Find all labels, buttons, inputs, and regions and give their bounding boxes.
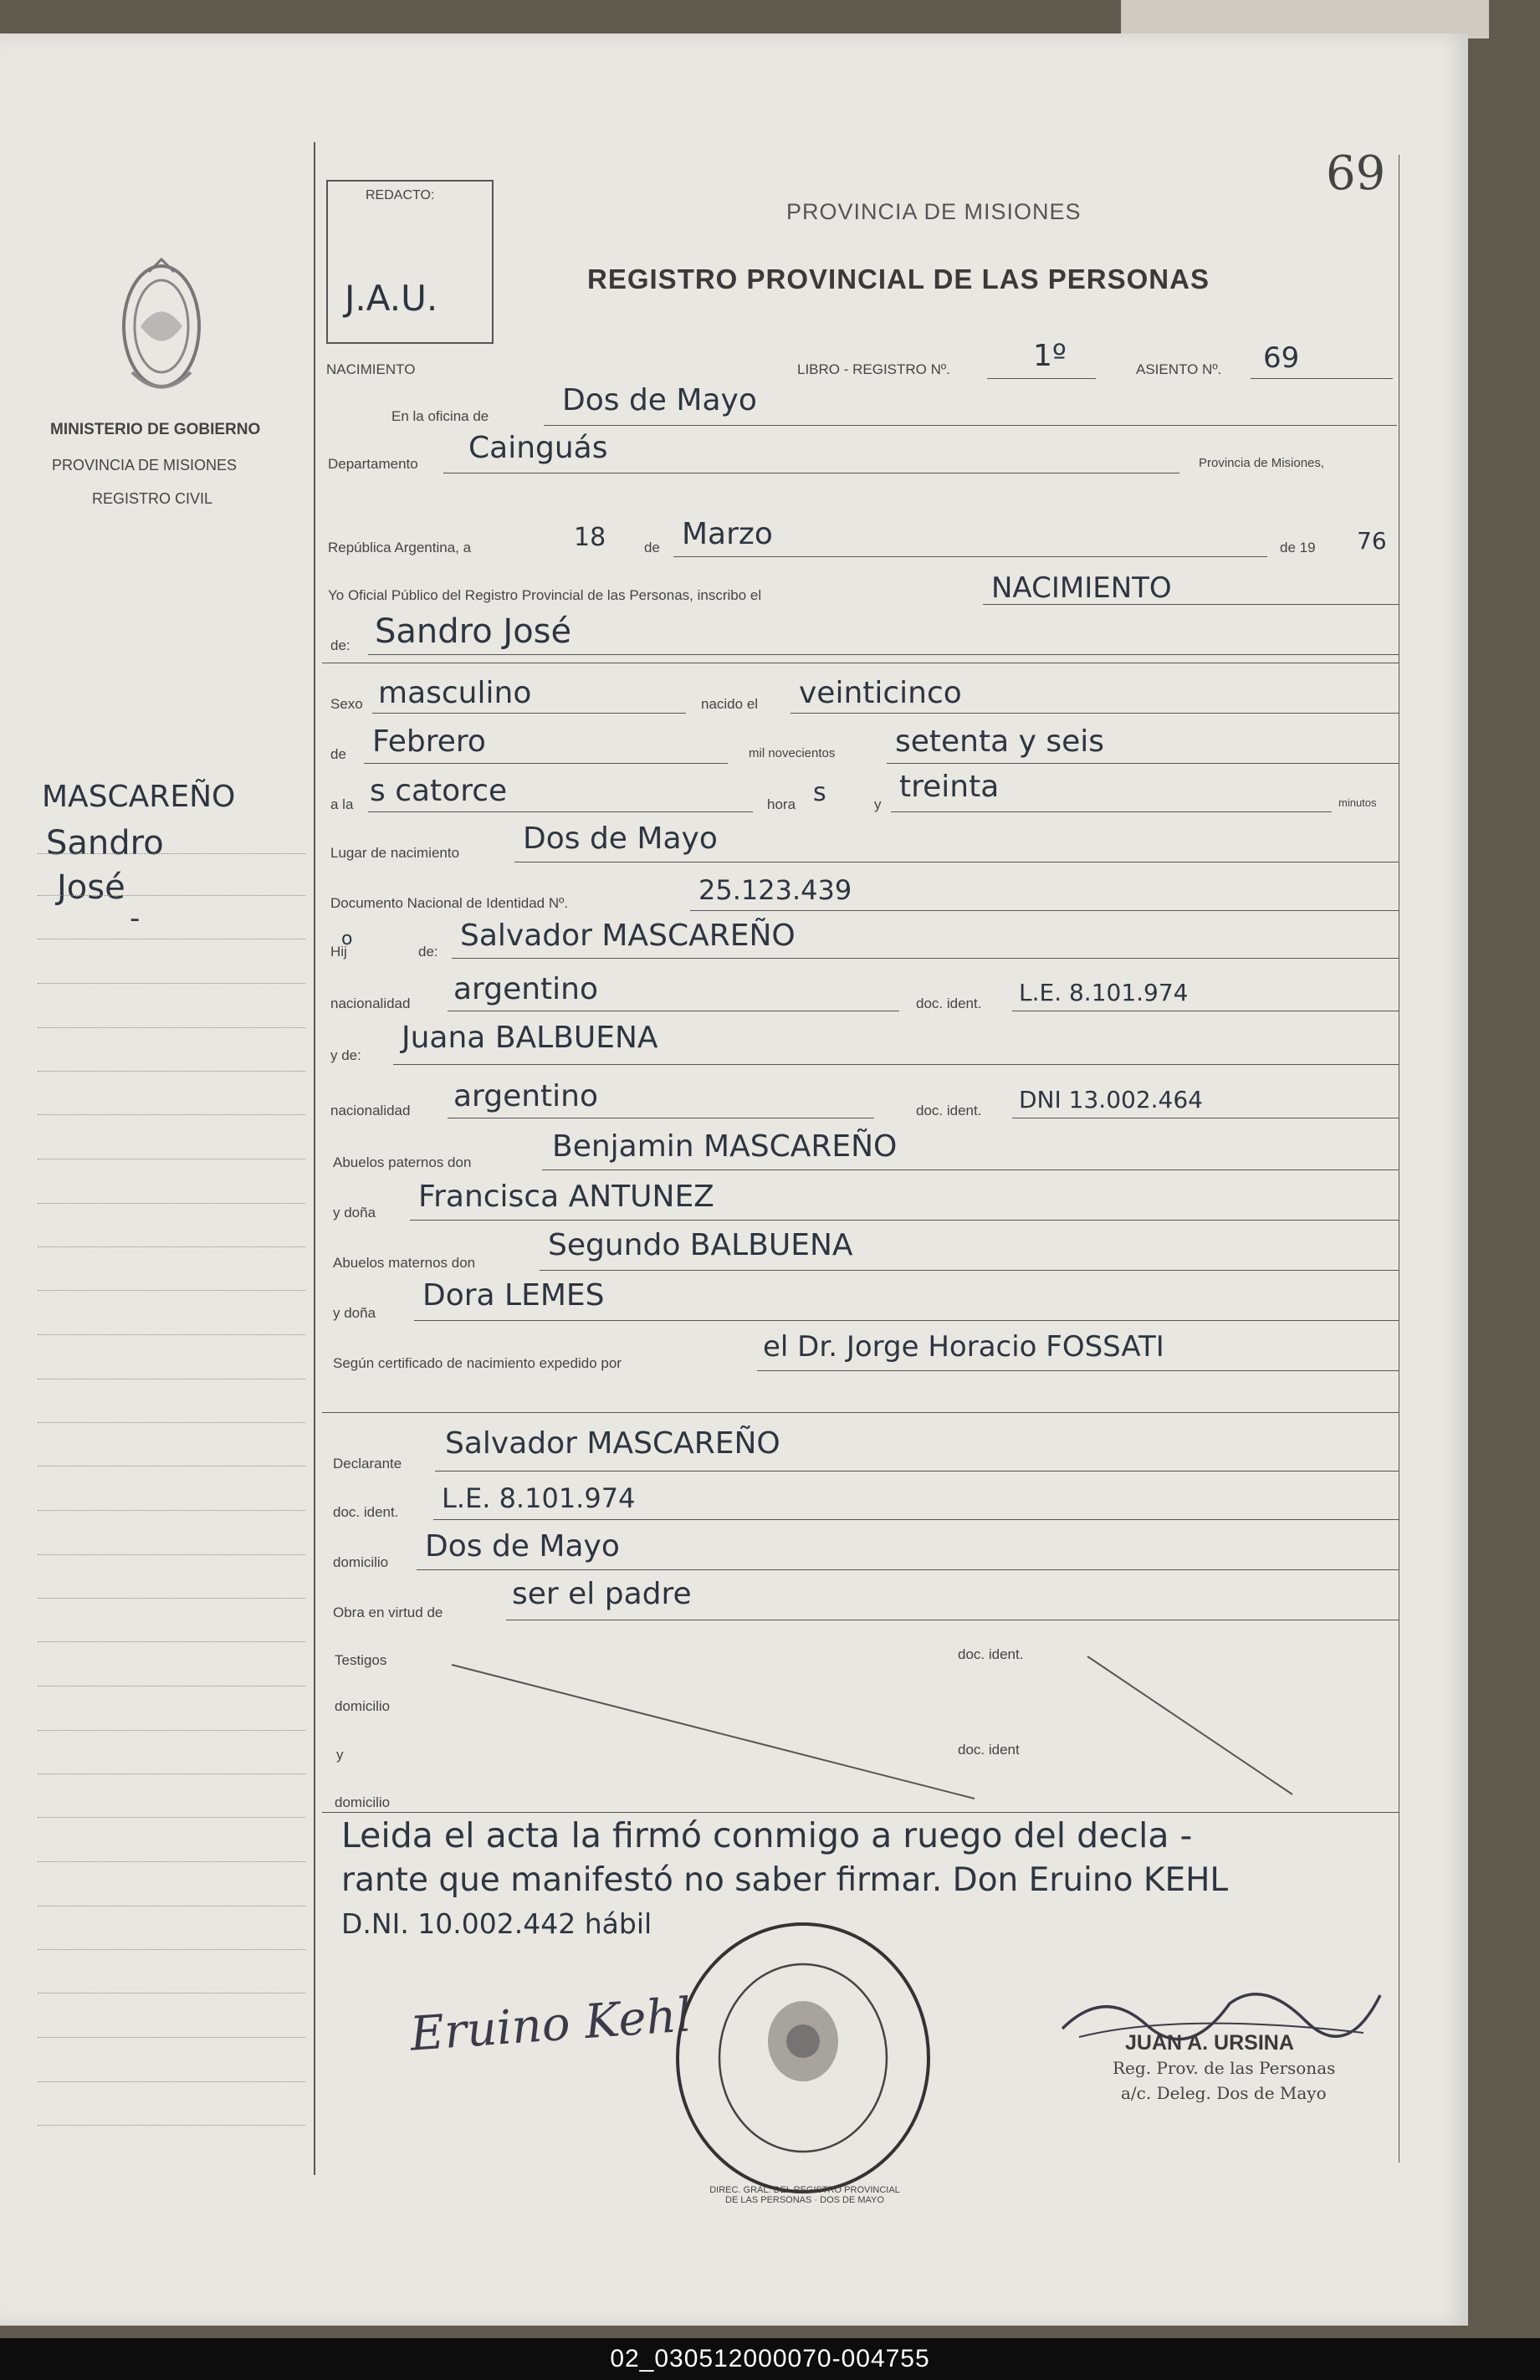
oficial-text: Yo Oficial Público del Registro Provincial de las Personas, inscribo el bbox=[328, 587, 762, 603]
y-label: y bbox=[874, 796, 882, 812]
closing-line3: D.NI. 10.002.442 hábil bbox=[341, 1907, 652, 1940]
hora-value: s catorce bbox=[370, 774, 508, 808]
redacto-label: REDACTO: bbox=[366, 188, 435, 202]
margin-rule bbox=[38, 2081, 305, 2082]
dni-line bbox=[690, 910, 1399, 911]
year-value: 76 bbox=[1357, 527, 1387, 555]
margin-dash: - bbox=[130, 902, 141, 935]
testigo1-dom-label: domicilio bbox=[335, 1698, 391, 1714]
ydona2-label: y doña bbox=[333, 1305, 376, 1321]
obra-label: Obra en virtud de bbox=[333, 1605, 443, 1620]
oficina-label: En la oficina de bbox=[391, 408, 489, 424]
de-nombre-label: de: bbox=[330, 637, 350, 653]
doc1-label: doc. ident. bbox=[916, 996, 982, 1011]
dona2-value: Dora LEMES bbox=[422, 1278, 605, 1313]
ydona1-label: y doña bbox=[333, 1205, 376, 1221]
mil-label: mil novecientos bbox=[749, 746, 836, 760]
declarante-doc-line bbox=[433, 1519, 1399, 1520]
inscribo-line bbox=[983, 604, 1399, 605]
registry-stamp-icon bbox=[669, 1916, 937, 2200]
declarante-value: Salvador MASCAREÑO bbox=[445, 1426, 780, 1461]
margin-rule bbox=[38, 983, 305, 984]
margin-rule bbox=[38, 1861, 305, 1862]
testigos-label: Testigos bbox=[335, 1652, 387, 1668]
declarante-doc-value: L.E. 8.101.974 bbox=[442, 1482, 636, 1514]
abp-value: Benjamin MASCAREÑO bbox=[552, 1129, 898, 1164]
madre-value: Juana BALBUENA bbox=[402, 1021, 658, 1055]
provincia-suffix: Provincia de Misiones, bbox=[1199, 456, 1325, 470]
hijo-label: Hij bbox=[330, 944, 347, 960]
nac2-value: argentino bbox=[453, 1079, 599, 1113]
anio-value: setenta y seis bbox=[895, 724, 1105, 759]
cert-line bbox=[757, 1370, 1399, 1371]
dona1-value: Francisca ANTUNEZ bbox=[418, 1180, 714, 1214]
ministry-line3: REGISTRO CIVIL bbox=[92, 490, 213, 507]
coat-of-arms-icon bbox=[107, 247, 216, 406]
month-value: Marzo bbox=[682, 517, 773, 551]
nacido-line bbox=[790, 713, 1399, 714]
de-label: de bbox=[644, 540, 660, 555]
testigo2-dom-label: domicilio bbox=[335, 1794, 391, 1810]
libro-label: LIBRO - REGISTRO Nº. bbox=[797, 361, 950, 377]
madre-line bbox=[393, 1064, 1399, 1065]
registry-title: REGISTRO PROVINCIAL DE LAS PERSONAS bbox=[587, 264, 1210, 294]
margin-rule bbox=[38, 1246, 305, 1247]
minutos-label: minutos bbox=[1338, 796, 1377, 809]
document-page bbox=[0, 33, 1468, 2326]
abp-label: Abuelos paternos don bbox=[333, 1154, 472, 1170]
stamp-text: DIREC. GRAL. DEL REGISTRO PROVINCIAL DE LAS PERSONAS · DOS DE MAYO bbox=[709, 2185, 900, 2205]
margin-rule bbox=[38, 1949, 305, 1950]
margin-rule bbox=[38, 895, 305, 896]
redacto-box bbox=[326, 180, 494, 344]
nac1-label: nacionalidad bbox=[330, 996, 411, 1011]
hijo-o: o bbox=[341, 929, 353, 949]
doc1-value: L.E. 8.101.974 bbox=[1019, 979, 1189, 1006]
year-prefix: de 19 bbox=[1280, 540, 1316, 555]
margin-rule bbox=[38, 1598, 305, 1599]
sexo-line bbox=[372, 713, 686, 714]
closing-line1: Leida el acta la firmó conmigo a ruego del decla - bbox=[341, 1815, 1193, 1855]
testigo-y-label: y bbox=[336, 1747, 344, 1763]
declarante-dom-value: Dos de Mayo bbox=[425, 1529, 620, 1564]
libro-line bbox=[987, 378, 1096, 379]
declarante-label: Declarante bbox=[333, 1456, 402, 1472]
dni-label: Documento Nacional de Identidad Nº. bbox=[330, 895, 569, 911]
margin-rule bbox=[38, 1203, 305, 1204]
minutos-line bbox=[891, 811, 1332, 812]
yde-label: y de: bbox=[330, 1047, 361, 1063]
sexo-label: Sexo bbox=[330, 696, 363, 712]
horas-label: hora bbox=[767, 796, 796, 812]
cert-label: Según certificado de nacimiento expedido por bbox=[333, 1355, 622, 1371]
margin-rule bbox=[38, 1510, 305, 1511]
margin-rule bbox=[38, 1334, 305, 1335]
official-role1: Reg. Prov. de las Personas bbox=[1113, 2058, 1336, 2078]
mes-value: Febrero bbox=[372, 724, 486, 759]
testigo2-doc-label: doc. ident bbox=[958, 1742, 1020, 1758]
dona2-line bbox=[414, 1320, 1399, 1321]
departamento-label: Departamento bbox=[328, 456, 418, 472]
republica-label: República Argentina, a bbox=[328, 540, 472, 555]
margin-rule bbox=[38, 1773, 305, 1774]
ministry-line1: MINISTERIO DE GOBIERNO bbox=[50, 421, 261, 438]
dni-value: 25.123.439 bbox=[698, 874, 852, 906]
margin-rule bbox=[38, 1730, 305, 1731]
a-las-label: a la bbox=[330, 796, 354, 812]
margin-rule bbox=[38, 1290, 305, 1291]
file-id-bar bbox=[0, 2338, 1540, 2380]
asiento-value: 69 bbox=[1263, 341, 1300, 375]
nombre-value: Sandro José bbox=[375, 612, 572, 651]
lugar-value: Dos de Mayo bbox=[523, 821, 718, 856]
form-left-border bbox=[314, 142, 315, 2175]
nacido-value: veinticinco bbox=[799, 676, 962, 710]
inscribo-value: NACIMIENTO bbox=[991, 571, 1172, 605]
declarant-signature: Eruino Kehl bbox=[408, 1988, 693, 2062]
nac1-value: argentino bbox=[453, 972, 599, 1006]
sexo-value: masculino bbox=[378, 676, 532, 710]
margin-rule bbox=[38, 2037, 305, 2038]
horas-s: s bbox=[813, 778, 826, 807]
redacto-value: J.A.U. bbox=[345, 278, 438, 319]
page-number: 69 bbox=[1326, 146, 1386, 201]
abm-value: Segundo BALBUENA bbox=[548, 1228, 853, 1262]
official-role2: a/c. Deleg. Dos de Mayo bbox=[1121, 2083, 1327, 2103]
margin-rule bbox=[38, 1422, 305, 1423]
nombre-line bbox=[368, 654, 1399, 655]
lugar-label: Lugar de nacimiento bbox=[330, 845, 460, 861]
margin-rule bbox=[38, 853, 305, 854]
asiento-line bbox=[1251, 378, 1393, 379]
official-name: JUAN A. URSINA bbox=[1125, 2031, 1294, 2055]
file-id: 02_030512000070-004755 bbox=[610, 2345, 930, 2372]
nacido-label: nacido el bbox=[701, 696, 759, 712]
abm-label: Abuelos maternos don bbox=[333, 1255, 476, 1271]
day-value: 18 bbox=[574, 523, 606, 552]
margin-rule bbox=[38, 1641, 305, 1642]
anio-line bbox=[887, 763, 1399, 764]
nac2-label: nacionalidad bbox=[330, 1103, 411, 1118]
margin-rule bbox=[38, 1071, 305, 1072]
margin-rule bbox=[38, 1906, 305, 1907]
doc2-value: DNI 13.002.464 bbox=[1019, 1086, 1203, 1113]
margin-middle-name: José bbox=[57, 868, 125, 907]
oficina-line bbox=[544, 425, 1397, 426]
declarante-dom-label: domicilio bbox=[333, 1554, 389, 1570]
departamento-value: Cainguás bbox=[468, 431, 608, 465]
province-header: PROVINCIA DE MISIONES bbox=[786, 199, 1082, 224]
padre-line bbox=[452, 958, 1399, 959]
cert-value: el Dr. Jorge Horacio FOSSATI bbox=[763, 1330, 1164, 1364]
declarante-line bbox=[435, 1471, 1399, 1472]
testigos-strike-lines bbox=[318, 1623, 1405, 1824]
margin-given-name: Sandro bbox=[46, 824, 164, 862]
obra-value: ser el padre bbox=[512, 1577, 692, 1611]
padre-value: Salvador MASCAREÑO bbox=[460, 919, 796, 953]
minutos-value: treinta bbox=[899, 770, 1000, 804]
asiento-label: ASIENTO Nº. bbox=[1136, 361, 1222, 377]
ministry-line2: PROVINCIA DE MISIONES bbox=[52, 457, 238, 473]
dona1-line bbox=[410, 1220, 1399, 1221]
hijo-de-label: de: bbox=[418, 944, 438, 960]
margin-rule bbox=[38, 1027, 305, 1028]
doc2-label: doc. ident. bbox=[916, 1103, 982, 1118]
testigos-bottom-line bbox=[322, 1812, 1399, 1813]
margin-surname: MASCAREÑO bbox=[42, 780, 236, 814]
declarante-dom-line bbox=[417, 1569, 1399, 1570]
margin-rule bbox=[38, 1554, 305, 1555]
mes-line bbox=[364, 763, 728, 764]
testigo1-doc-label: doc. ident. bbox=[958, 1646, 1024, 1662]
closing-line2: rante que manifestó no saber firmar. Don Eruino KEHL bbox=[341, 1861, 1229, 1899]
libro-value: 1º bbox=[1033, 339, 1067, 373]
declarante-doc-label: doc. ident. bbox=[333, 1504, 399, 1520]
margin-rule bbox=[38, 1993, 305, 1994]
margin-rule bbox=[38, 1817, 305, 1818]
hora-line bbox=[368, 811, 753, 812]
month-line bbox=[673, 556, 1267, 557]
act-type-label: NACIMIENTO bbox=[326, 361, 416, 377]
margin-rule bbox=[38, 2125, 305, 2126]
de-mes-label: de bbox=[330, 746, 346, 762]
abm-line bbox=[540, 1270, 1399, 1271]
oficina-value: Dos de Mayo bbox=[562, 383, 757, 417]
section-divider bbox=[322, 1412, 1399, 1413]
margin-rule bbox=[38, 1114, 305, 1115]
